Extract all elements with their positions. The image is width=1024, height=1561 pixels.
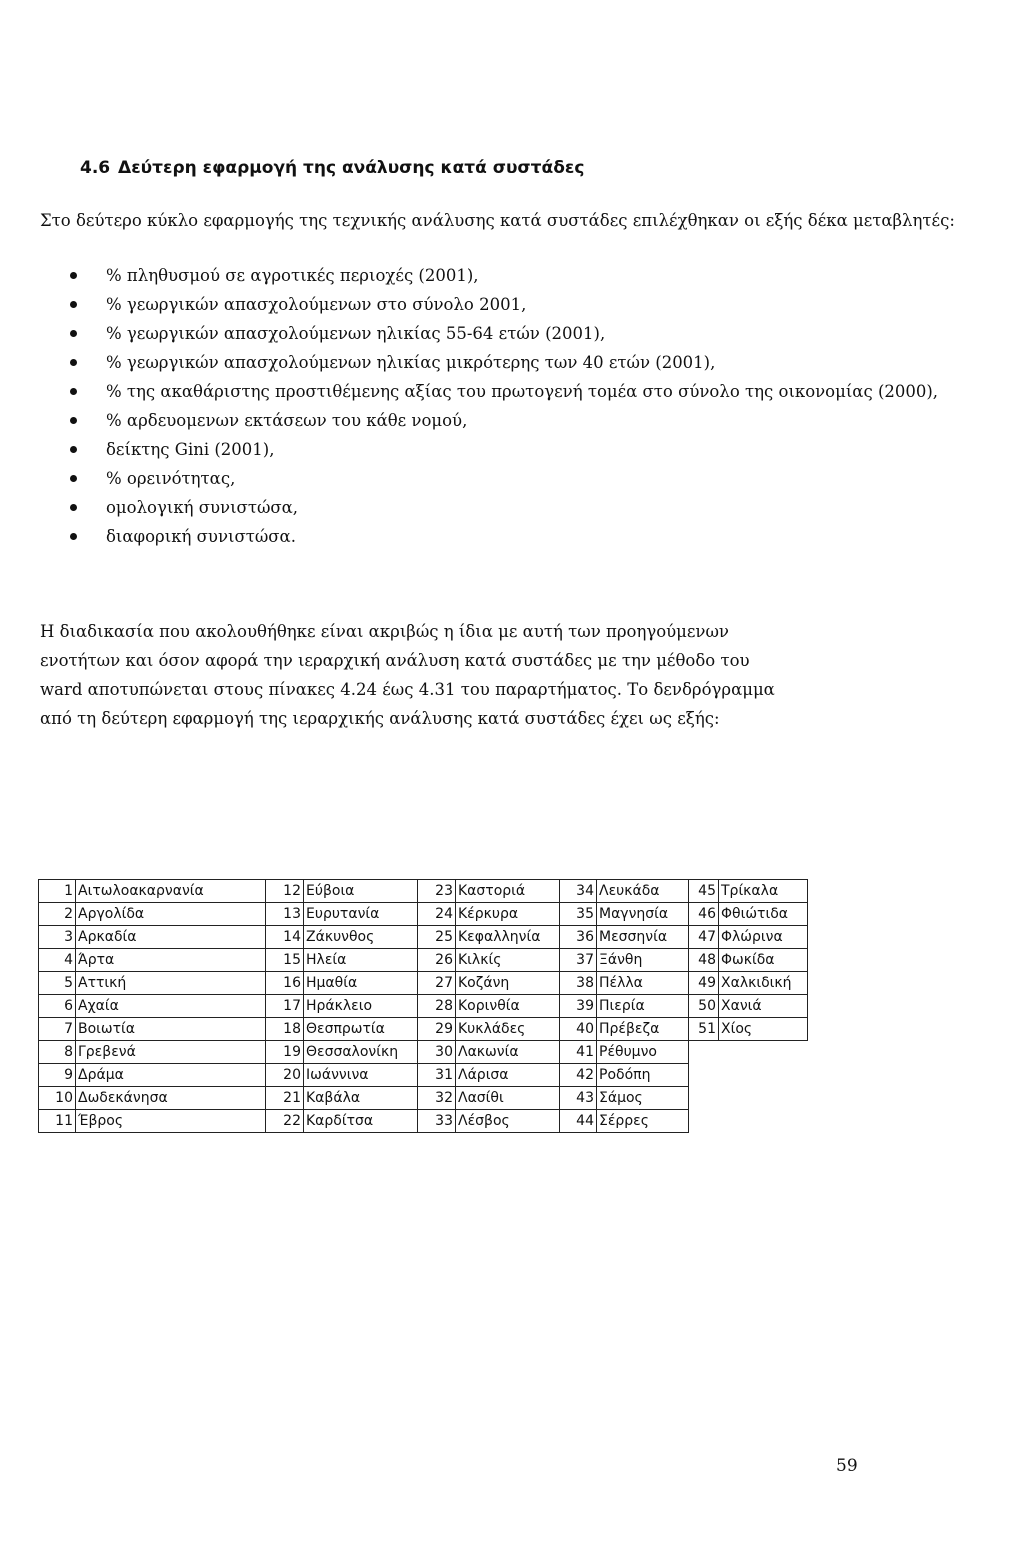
prefecture-number-cell: 1 xyxy=(39,880,76,903)
bullet-icon xyxy=(70,359,77,366)
prefecture-name-cell: Κιλκίς xyxy=(456,949,560,972)
prefecture-number-cell: 7 xyxy=(39,1018,76,1041)
prefecture-name-cell: Σέρρες xyxy=(597,1110,689,1133)
list-item xyxy=(40,319,980,348)
list-item-text: δείκτης Gini (2001), xyxy=(106,440,275,459)
list-item xyxy=(40,406,980,435)
bullet-icon xyxy=(70,446,77,453)
empty-cell xyxy=(689,1064,719,1087)
prefecture-name-cell: Φθιώτιδα xyxy=(719,903,808,926)
prefecture-number-cell: 17 xyxy=(266,995,304,1018)
table-row xyxy=(39,880,808,903)
table-row xyxy=(39,1064,808,1087)
prefecture-number-cell: 33 xyxy=(418,1110,456,1133)
method-paragraph xyxy=(40,617,980,733)
prefecture-name-cell: Αχαία xyxy=(76,995,266,1018)
prefecture-number-cell: 43 xyxy=(560,1087,597,1110)
prefecture-name-cell: Κορινθία xyxy=(456,995,560,1018)
prefecture-number-cell: 26 xyxy=(418,949,456,972)
prefecture-name-cell: Κυκλάδες xyxy=(456,1018,560,1041)
prefecture-name-cell: Ιωάννινα xyxy=(304,1064,418,1087)
prefecture-name-cell: Μεσσηνία xyxy=(597,926,689,949)
variables-list xyxy=(40,261,980,551)
paragraph-line: από τη δεύτερη εφαρμογή της ιεραρχικής ανάλυσης κατά συστάδες έχει ως εξής: xyxy=(40,709,720,728)
prefecture-number-cell: 37 xyxy=(560,949,597,972)
prefecture-name-cell: Κεφαλληνία xyxy=(456,926,560,949)
prefecture-number-cell: 19 xyxy=(266,1041,304,1064)
prefecture-name-cell: Πιερία xyxy=(597,995,689,1018)
prefecture-name-cell: Κέρκυρα xyxy=(456,903,560,926)
prefecture-number-cell: 44 xyxy=(560,1110,597,1133)
prefecture-number-cell: 35 xyxy=(560,903,597,926)
prefecture-name-cell: Ευρυτανία xyxy=(304,903,418,926)
prefecture-name-cell: Πέλλα xyxy=(597,972,689,995)
prefecture-number-cell: 16 xyxy=(266,972,304,995)
list-item-text: % της ακαθάριστης προστιθέμενης αξίας του πρωτογενή τομέα στο σύνολο της οικονομίας (2000), xyxy=(106,382,939,401)
prefecture-number-cell: 3 xyxy=(39,926,76,949)
prefecture-number-cell: 15 xyxy=(266,949,304,972)
table-row xyxy=(39,1018,808,1041)
list-item-text: διαφορική συνιστώσα. xyxy=(106,527,296,546)
prefecture-number-cell: 13 xyxy=(266,903,304,926)
prefecture-number-cell: 12 xyxy=(266,880,304,903)
list-item-text: % πληθυσμού σε αγροτικές περιοχές (2001), xyxy=(106,266,479,285)
prefecture-number-cell: 6 xyxy=(39,995,76,1018)
prefecture-name-cell: Αιτωλοακαρνανία xyxy=(76,880,266,903)
prefecture-number-cell: 47 xyxy=(689,926,719,949)
paragraph-line: ward αποτυπώνεται στους πίνακες 4.24 έως 4.31 του παραρτήματος. Το δενδρόγραμμα xyxy=(40,680,775,699)
table-body xyxy=(39,880,808,1133)
prefecture-number-cell: 34 xyxy=(560,880,597,903)
prefecture-name-cell: Χαλκιδική xyxy=(719,972,808,995)
prefecture-number-cell: 22 xyxy=(266,1110,304,1133)
prefecture-number-cell: 50 xyxy=(689,995,719,1018)
list-item xyxy=(40,348,980,377)
prefecture-name-cell: Καρδίτσα xyxy=(304,1110,418,1133)
page-number: 59 xyxy=(836,1456,858,1476)
prefecture-name-cell: Αρκαδία xyxy=(76,926,266,949)
empty-cell xyxy=(689,1110,719,1133)
prefecture-name-cell: Λέσβος xyxy=(456,1110,560,1133)
prefecture-number-cell: 24 xyxy=(418,903,456,926)
prefecture-name-cell: Ηράκλειο xyxy=(304,995,418,1018)
list-item xyxy=(40,493,980,522)
prefecture-number-cell: 4 xyxy=(39,949,76,972)
list-item xyxy=(40,435,980,464)
prefecture-name-cell: Λάρισα xyxy=(456,1064,560,1087)
paragraph-line: ενοτήτων και όσον αφορά την ιεραρχική ανάλυση κατά συστάδες με την μέθοδο του xyxy=(40,651,750,670)
prefecture-number-cell: 32 xyxy=(418,1087,456,1110)
list-item xyxy=(40,377,980,406)
empty-cell xyxy=(719,1041,808,1064)
section-heading xyxy=(80,158,584,178)
prefecture-number-cell: 21 xyxy=(266,1087,304,1110)
section-title: Δεύτερη εφαρμογή της ανάλυσης κατά συστάδες xyxy=(118,158,585,178)
prefecture-name-cell: Ημαθία xyxy=(304,972,418,995)
prefecture-name-cell: Λακωνία xyxy=(456,1041,560,1064)
prefecture-name-cell: Λασίθι xyxy=(456,1087,560,1110)
empty-cell xyxy=(689,1087,719,1110)
prefecture-name-cell: Χίος xyxy=(719,1018,808,1041)
prefecture-name-cell: Γρεβενά xyxy=(76,1041,266,1064)
table-row xyxy=(39,903,808,926)
prefecture-number-cell: 41 xyxy=(560,1041,597,1064)
prefecture-name-cell: Άρτα xyxy=(76,949,266,972)
empty-cell xyxy=(719,1087,808,1110)
empty-cell xyxy=(689,1041,719,1064)
prefecture-name-cell: Πρέβεζα xyxy=(597,1018,689,1041)
prefecture-number-cell: 28 xyxy=(418,995,456,1018)
empty-cell xyxy=(719,1110,808,1133)
bullet-icon xyxy=(70,504,77,511)
table-row xyxy=(39,972,808,995)
table-row xyxy=(39,995,808,1018)
prefecture-name-cell: Δωδεκάνησα xyxy=(76,1087,266,1110)
prefecture-name-cell: Εύβοια xyxy=(304,880,418,903)
prefecture-number-cell: 46 xyxy=(689,903,719,926)
table-row xyxy=(39,1087,808,1110)
prefecture-number-cell: 31 xyxy=(418,1064,456,1087)
prefecture-name-cell: Αργολίδα xyxy=(76,903,266,926)
prefecture-number-cell: 45 xyxy=(689,880,719,903)
prefecture-number-cell: 20 xyxy=(266,1064,304,1087)
prefecture-name-cell: Κοζάνη xyxy=(456,972,560,995)
prefecture-name-cell: Αττική xyxy=(76,972,266,995)
prefecture-name-cell: Έβρος xyxy=(76,1110,266,1133)
prefecture-number-cell: 14 xyxy=(266,926,304,949)
table-row xyxy=(39,1110,808,1133)
prefecture-number-cell: 10 xyxy=(39,1087,76,1110)
list-item-text: % αρδευομενων εκτάσεων του κάθε νομού, xyxy=(106,411,468,430)
prefecture-name-cell: Ηλεία xyxy=(304,949,418,972)
prefecture-number-cell: 30 xyxy=(418,1041,456,1064)
prefecture-number-cell: 25 xyxy=(418,926,456,949)
prefecture-number-cell: 8 xyxy=(39,1041,76,1064)
prefecture-number-cell: 48 xyxy=(689,949,719,972)
prefecture-name-cell: Φλώρινα xyxy=(719,926,808,949)
list-item xyxy=(40,261,980,290)
prefecture-name-cell: Ρέθυμνο xyxy=(597,1041,689,1064)
list-item-text: % γεωργικών απασχολούμενων στο σύνολο 2001, xyxy=(106,295,527,314)
list-item-text: % γεωργικών απασχολούμενων ηλικίας μικρότερης των 40 ετών (2001), xyxy=(106,353,716,372)
prefecture-number-cell: 11 xyxy=(39,1110,76,1133)
prefecture-number-cell: 39 xyxy=(560,995,597,1018)
prefecture-number-cell: 42 xyxy=(560,1064,597,1087)
list-item xyxy=(40,464,980,493)
prefecture-name-cell: Θεσσαλονίκη xyxy=(304,1041,418,1064)
list-item-text: % ορεινότητας, xyxy=(106,469,236,488)
bullet-icon xyxy=(70,301,77,308)
prefecture-number-cell: 9 xyxy=(39,1064,76,1087)
prefecture-name-cell: Ξάνθη xyxy=(597,949,689,972)
prefecture-number-cell: 18 xyxy=(266,1018,304,1041)
prefectures-table xyxy=(38,879,808,1133)
list-item-text: ομολογική συνιστώσα, xyxy=(106,498,299,517)
bullet-icon xyxy=(70,533,77,540)
bullet-icon xyxy=(70,272,77,279)
prefecture-name-cell: Βοιωτία xyxy=(76,1018,266,1041)
prefecture-number-cell: 29 xyxy=(418,1018,456,1041)
empty-cell xyxy=(719,1064,808,1087)
bullet-icon xyxy=(70,330,77,337)
prefecture-number-cell: 36 xyxy=(560,926,597,949)
prefecture-name-cell: Καβάλα xyxy=(304,1087,418,1110)
list-item-text: % γεωργικών απασχολούμενων ηλικίας 55-64 ετών (2001), xyxy=(106,324,606,343)
prefecture-number-cell: 40 xyxy=(560,1018,597,1041)
prefecture-number-cell: 23 xyxy=(418,880,456,903)
prefecture-number-cell: 49 xyxy=(689,972,719,995)
prefecture-number-cell: 5 xyxy=(39,972,76,995)
bullet-icon xyxy=(70,417,77,424)
table-row xyxy=(39,926,808,949)
section-number: 4.6 xyxy=(80,158,111,178)
paragraph-line: Η διαδικασία που ακολουθήθηκε είναι ακριβώς η ίδια με αυτή των προηγούμενων xyxy=(40,622,729,641)
table-row xyxy=(39,949,808,972)
prefecture-number-cell: 27 xyxy=(418,972,456,995)
prefecture-name-cell: Ζάκυνθος xyxy=(304,926,418,949)
intro-paragraph: Στο δεύτερο κύκλο εφαρμογής της τεχνικής ανάλυσης κατά συστάδες επιλέχθηκαν οι εξής δέκα μεταβλητές: xyxy=(40,211,955,230)
prefecture-name-cell: Θεσπρωτία xyxy=(304,1018,418,1041)
prefecture-name-cell: Σάμος xyxy=(597,1087,689,1110)
prefecture-name-cell: Καστοριά xyxy=(456,880,560,903)
prefecture-name-cell: Μαγνησία xyxy=(597,903,689,926)
prefecture-name-cell: Δράμα xyxy=(76,1064,266,1087)
prefecture-number-cell: 2 xyxy=(39,903,76,926)
prefecture-number-cell: 38 xyxy=(560,972,597,995)
list-item xyxy=(40,290,980,319)
table-row xyxy=(39,1041,808,1064)
prefecture-name-cell: Χανιά xyxy=(719,995,808,1018)
bullet-icon xyxy=(70,388,77,395)
prefecture-name-cell: Λευκάδα xyxy=(597,880,689,903)
prefecture-name-cell: Τρίκαλα xyxy=(719,880,808,903)
list-item xyxy=(40,522,980,551)
bullet-icon xyxy=(70,475,77,482)
prefecture-name-cell: Ροδόπη xyxy=(597,1064,689,1087)
prefecture-number-cell: 51 xyxy=(689,1018,719,1041)
prefecture-name-cell: Φωκίδα xyxy=(719,949,808,972)
